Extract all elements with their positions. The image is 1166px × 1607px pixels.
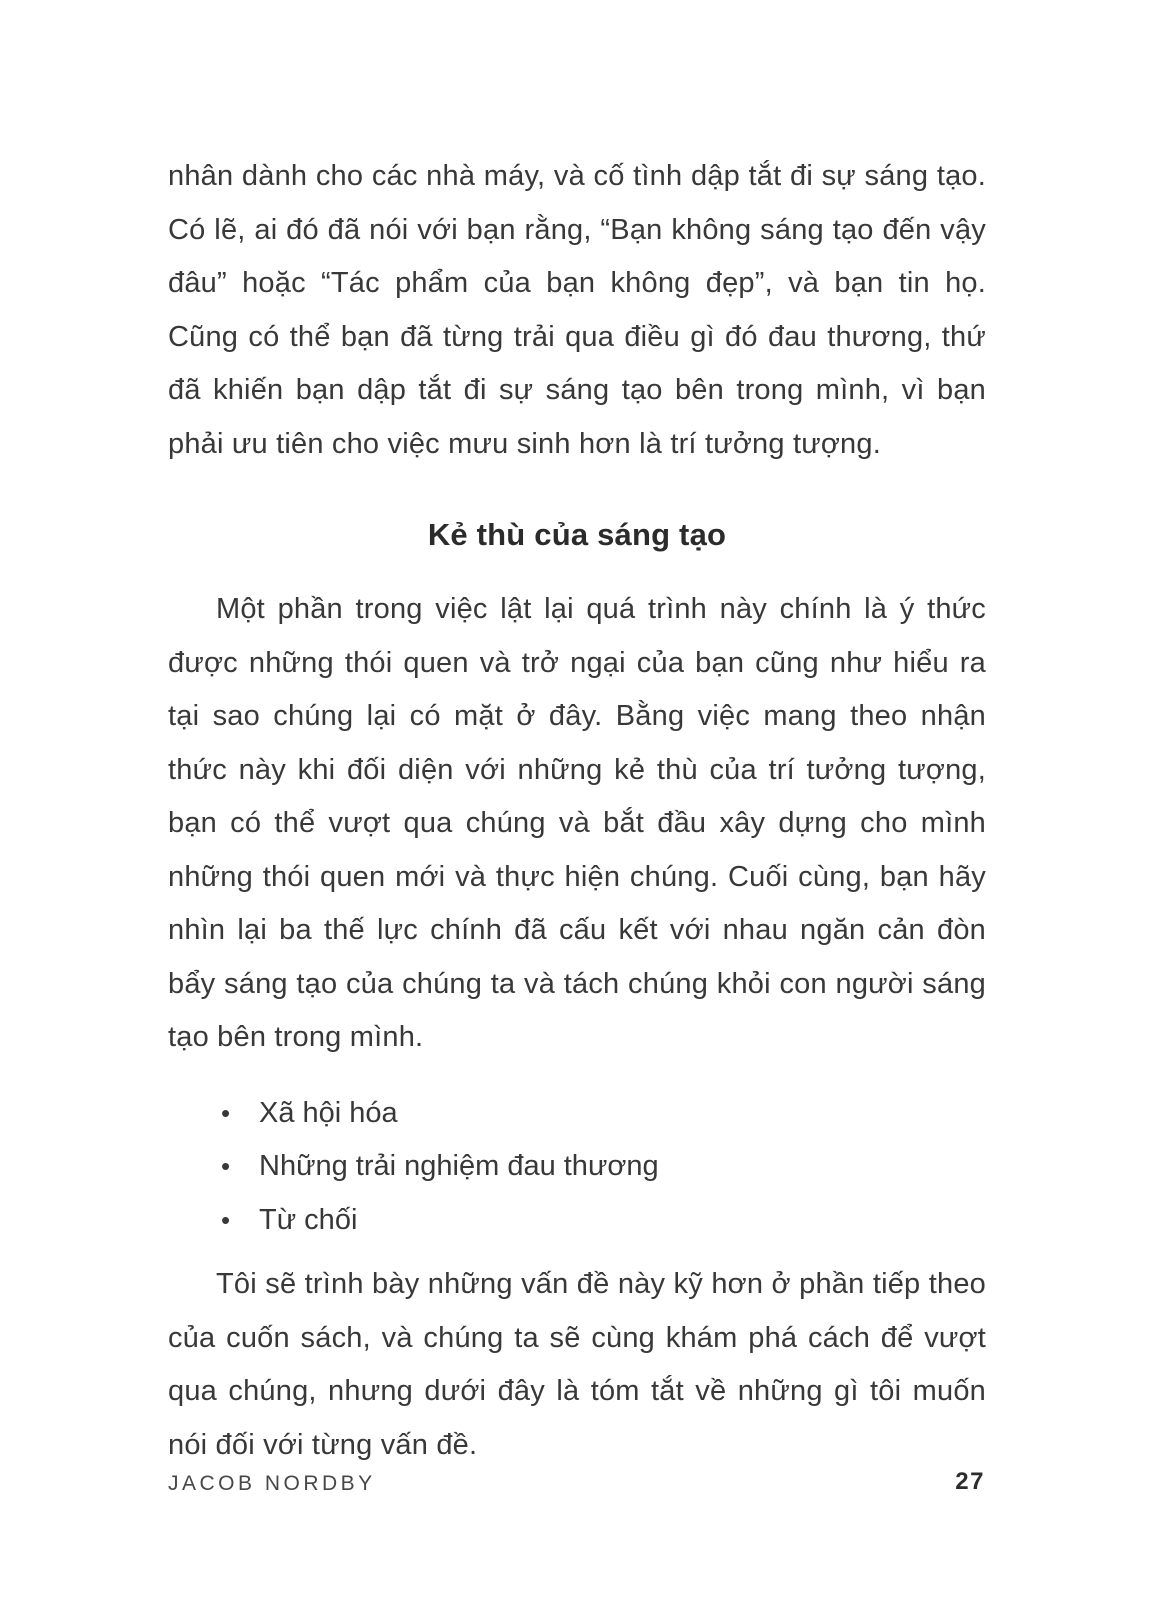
list-item-label: Xã hội hóa bbox=[259, 1096, 398, 1129]
list-item-label: Những trải nghiệm đau thương bbox=[259, 1150, 659, 1182]
list-item bbox=[168, 1087, 986, 1141]
list-item bbox=[168, 1194, 986, 1248]
paragraph-continuation: nhân dành cho các nhà máy, và cố tình dập tắt đi sự sáng tạo. Có lẽ, ai đó đã nói với bạn rằng, “Bạn không sáng tạo đến vậy đâu” hoặc “Tác phẩm của bạn không đẹp”, và bạn tin họ. Cũng có thể bạn đã từng trải qua điều gì đó đau thương, thứ đã khiến bạn dập tắt đi sự sáng tạo bên trong mình, vì bạn phải ưu tiên cho việc mưu sinh hơn là trí tưởng tượng. bbox=[168, 160, 986, 460]
running-footer-author: JACOB NORDBY bbox=[168, 1472, 376, 1495]
list-item-label: Từ chối bbox=[259, 1203, 358, 1236]
bullet-icon: • bbox=[221, 1097, 231, 1128]
paragraph-summary: Tôi sẽ trình bày những vấn đề này kỹ hơn ở phần tiếp theo của cuốn sách, và chúng ta sẽ cùng khám phá cách để vượt qua chúng, nhưng dưới đây là tóm tắt về những gì tôi muốn nói đối với từng vấn đề. bbox=[168, 1268, 986, 1461]
section-heading: Kẻ thù của sáng tạo bbox=[427, 517, 727, 552]
paragraph-awareness: Một phần trong việc lật lại quá trình này chính là ý thức được những thói quen và trở ngại của bạn cũng như hiểu ra tại sao chúng lại có mặt ở đây. Bằng việc mang theo nhận thức này khi đối diện với những kẻ thù của trí tưởng tượng, bạn có thể vượt qua chúng và bắt đầu xây dựng cho mình những thói quen mới và thực hiện chúng. Cuối cùng, bạn hãy nhìn lại ba thế lực chính đã cấu kết với nhau ngăn cản đòn bẩy sáng tạo của chúng ta và tách chúng khỏi con người sáng tạo bên trong mình. bbox=[168, 593, 986, 1053]
page-footer bbox=[168, 1468, 985, 1496]
bullet-icon: • bbox=[221, 1151, 231, 1181]
enemies-bullet-list bbox=[168, 1087, 986, 1248]
bullet-icon: • bbox=[221, 1204, 231, 1235]
page-content bbox=[168, 150, 986, 1472]
list-item bbox=[168, 1140, 986, 1194]
page-number: 27 bbox=[955, 1468, 985, 1495]
